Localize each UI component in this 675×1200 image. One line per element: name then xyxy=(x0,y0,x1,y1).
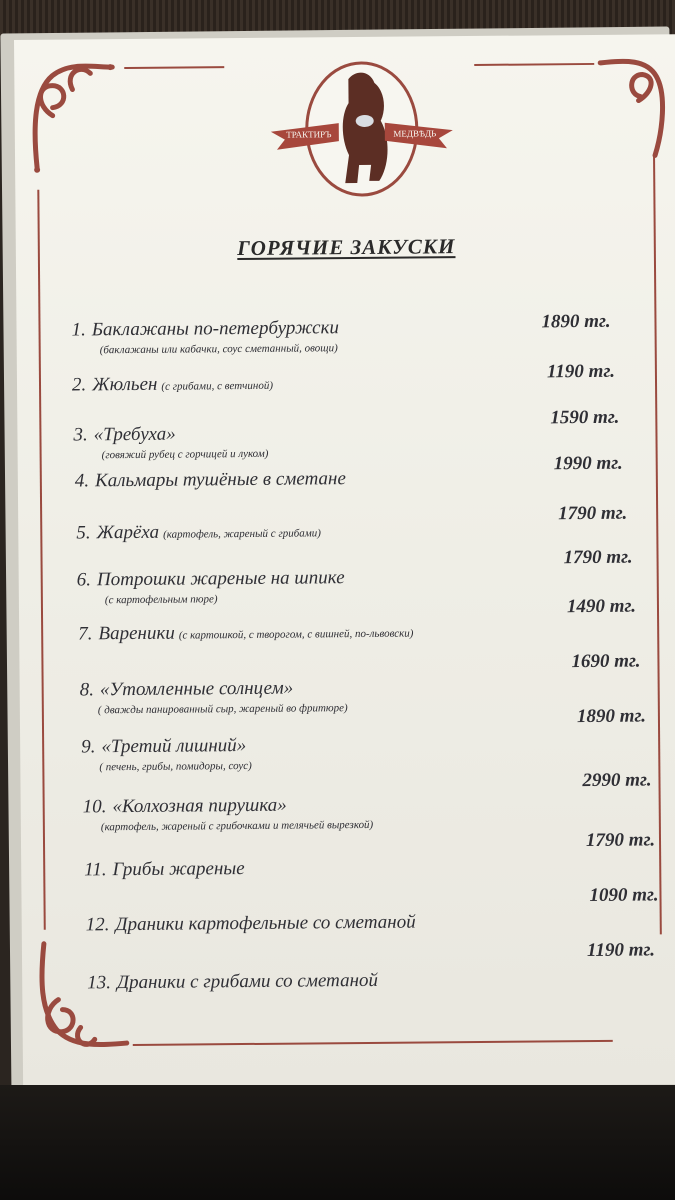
menu-item xyxy=(78,621,413,646)
menu-item-note: (с картошкой, с творогом, с вишней, по-львовски) xyxy=(178,627,414,642)
menu-item-price: 1590 тг. xyxy=(550,406,620,429)
menu-item xyxy=(80,677,348,716)
menu-item-number: 7. xyxy=(78,623,93,645)
menu-item xyxy=(87,970,378,995)
menu-item-name xyxy=(84,858,245,880)
menu-item-name xyxy=(83,795,287,818)
logo-left-text: ТРАКТИРЪ xyxy=(286,129,332,140)
menu-item-name xyxy=(73,424,175,446)
menu-item-description: (с картофельным пюре) xyxy=(104,593,218,607)
menu-item-price: 2990 тг. xyxy=(582,769,652,792)
menu-item-number: 12. xyxy=(85,914,110,936)
menu-item xyxy=(81,735,252,773)
menu-item-number: 2. xyxy=(71,374,87,396)
menu-item-description: (баклажаны или кабачки, соус сметанный, овощи) xyxy=(99,342,338,357)
menu-item-name xyxy=(86,912,416,936)
menu-item-description: ( дважды панированный сыр, жареный во фритюре) xyxy=(97,702,348,717)
menu-item-title: Жарёха xyxy=(96,521,160,544)
menu-item-number: 1. xyxy=(71,319,86,341)
frame-right-line xyxy=(653,154,662,934)
menu-item-title: «Требуха» xyxy=(93,423,176,446)
menu-item xyxy=(75,468,346,492)
menu-item-name xyxy=(87,970,378,994)
menu-page xyxy=(14,34,675,1090)
menu-item-name xyxy=(81,735,246,757)
menu-item-title: «Колхозная пирушка» xyxy=(112,794,287,818)
menu-item xyxy=(76,520,321,544)
menu-item-number: 6. xyxy=(76,569,92,591)
menu-item-title: Грибы жареные xyxy=(112,858,245,881)
menu-item-number: 3. xyxy=(73,424,88,446)
menu-item-title: Драники картофельные со сметаной xyxy=(115,911,416,936)
menu-item-price: 1790 тг. xyxy=(558,502,628,525)
menu-item xyxy=(77,567,345,606)
menu-item xyxy=(72,373,273,397)
menu-item-price: 1890 тг. xyxy=(541,310,611,333)
menu-item-title: Баклажаны по-петербуржски xyxy=(91,317,340,341)
bear-tavern-logo-icon xyxy=(266,58,457,200)
menu-item xyxy=(73,423,268,462)
menu-item-number: 9. xyxy=(81,736,96,758)
menu-item-price: 1790 тг. xyxy=(585,829,656,852)
frame-top-line-right xyxy=(474,63,594,66)
menu-item xyxy=(86,912,416,937)
menu-item-price: 1490 тг. xyxy=(566,595,637,618)
menu-item-description: (картофель, жареный с грибочками и телячьей вырезкой) xyxy=(100,818,374,834)
frame-top-line xyxy=(124,66,224,69)
menu-item-name xyxy=(72,374,158,396)
menu-item xyxy=(84,858,245,881)
corner-ornament-top-left-icon xyxy=(22,45,118,176)
menu-item-title: Драники с грибами со сметаной xyxy=(116,969,379,994)
menu-item-price: 1190 тг. xyxy=(586,939,656,962)
menu-item-price: 1890 тг. xyxy=(576,705,647,728)
frame-left-line xyxy=(37,190,45,930)
menu-item-title: Кальмары тушёные в сметане xyxy=(95,468,346,492)
menu-item-note: (с грибами, с ветчиной) xyxy=(161,379,274,393)
menu-item xyxy=(71,317,339,356)
corner-ornament-bottom-left-icon xyxy=(30,939,131,1060)
corner-ornament-top-right-icon xyxy=(594,40,675,161)
page-title: ГОРЯЧИЕ ЗАКУСКИ xyxy=(237,234,456,261)
menu-item-name xyxy=(80,678,294,701)
menu-item-title: «Утомленные солнцем» xyxy=(99,677,294,701)
menu-item-title: «Третий лишний» xyxy=(101,735,247,758)
frame-bottom-line xyxy=(133,1040,613,1046)
menu-item-title: Потрошки жареные на шпике xyxy=(96,567,345,591)
menu-item-number: 11. xyxy=(84,859,107,881)
menu-item-number: 8. xyxy=(79,679,95,701)
menu-item-name xyxy=(71,317,339,340)
menu-item-name xyxy=(77,567,345,590)
menu-item-number: 5. xyxy=(76,522,91,544)
menu-item-price: 1990 тг. xyxy=(553,452,623,475)
menu-item-number: 13. xyxy=(87,972,112,994)
table-background-bottom xyxy=(0,1085,675,1200)
menu-item-title: Жюльен xyxy=(92,373,158,396)
menu-item-note: (картофель, жареный с грибами) xyxy=(163,527,321,541)
menu-item-number: 10. xyxy=(82,796,107,818)
menu-item xyxy=(83,794,374,834)
menu-item-name xyxy=(78,623,175,645)
menu-item-name xyxy=(76,522,159,544)
menu-item-price: 1090 тг. xyxy=(589,884,659,907)
menu-item-description: ( печень, грибы, помидоры, соус) xyxy=(99,759,252,774)
menu-item-price: 1190 тг. xyxy=(546,360,616,383)
menu-item-title: Вареники xyxy=(98,622,175,645)
logo-right-text: МЕДВѢДЬ xyxy=(393,128,437,139)
menu-item-name xyxy=(75,468,346,491)
menu-item-number: 4. xyxy=(74,470,90,492)
menu-item-description: (говяжий рубец с горчицей и луком) xyxy=(101,447,269,462)
menu-item-price: 1790 тг. xyxy=(563,546,633,569)
menu-item-price: 1690 тг. xyxy=(571,650,641,673)
